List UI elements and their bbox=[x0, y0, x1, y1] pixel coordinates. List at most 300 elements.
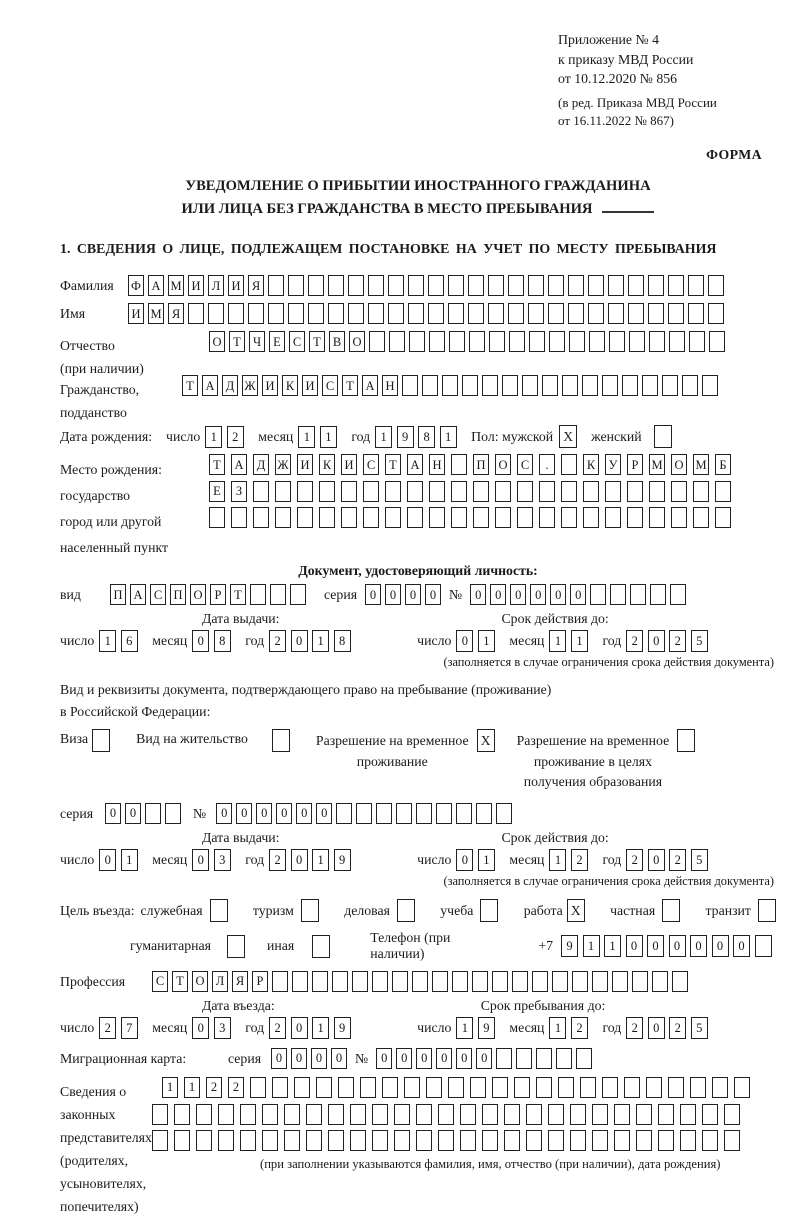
char-cell[interactable]: А bbox=[362, 375, 378, 396]
char-cell[interactable] bbox=[548, 1130, 564, 1151]
char-cell[interactable] bbox=[145, 803, 161, 824]
char-cell[interactable] bbox=[724, 1130, 740, 1151]
char-cell[interactable] bbox=[442, 375, 458, 396]
char-cell[interactable] bbox=[702, 375, 718, 396]
char-cell[interactable] bbox=[363, 481, 379, 502]
char-cell[interactable] bbox=[602, 1077, 618, 1098]
char-cell[interactable] bbox=[468, 303, 484, 324]
char-cell[interactable]: С bbox=[289, 331, 305, 352]
char-cell[interactable] bbox=[253, 481, 269, 502]
char-cell[interactable] bbox=[649, 507, 665, 528]
char-cell[interactable]: О bbox=[495, 454, 511, 475]
char-cell[interactable]: 2 bbox=[99, 1017, 116, 1039]
char-cell[interactable]: Р bbox=[627, 454, 643, 475]
char-cell[interactable] bbox=[372, 1130, 388, 1151]
char-cell[interactable] bbox=[628, 275, 644, 296]
char-cell[interactable] bbox=[708, 275, 724, 296]
char-cell[interactable] bbox=[272, 971, 288, 992]
char-cell[interactable]: П bbox=[170, 584, 186, 605]
char-cell[interactable]: 1 bbox=[312, 849, 329, 871]
char-cell[interactable] bbox=[630, 584, 646, 605]
char-cell[interactable] bbox=[369, 331, 385, 352]
char-cell[interactable]: 0 bbox=[405, 584, 421, 605]
char-cell[interactable]: 0 bbox=[376, 1048, 392, 1069]
char-cell[interactable]: 1 bbox=[478, 849, 495, 871]
char-cell[interactable]: Т bbox=[182, 375, 198, 396]
char-cell[interactable]: 0 bbox=[626, 935, 643, 957]
char-cell[interactable] bbox=[549, 331, 565, 352]
char-cell[interactable]: 1 bbox=[478, 630, 495, 652]
char-cell[interactable] bbox=[671, 507, 687, 528]
char-cell[interactable]: 0 bbox=[456, 1048, 472, 1069]
char-cell[interactable] bbox=[372, 971, 388, 992]
char-cell[interactable]: 8 bbox=[214, 630, 231, 652]
char-cell[interactable]: Р bbox=[252, 971, 268, 992]
char-cell[interactable] bbox=[561, 454, 577, 475]
char-cell[interactable]: 2 bbox=[626, 1017, 643, 1039]
char-cell[interactable]: Т bbox=[309, 331, 325, 352]
char-cell[interactable] bbox=[292, 971, 308, 992]
char-cell[interactable]: 2 bbox=[626, 849, 643, 871]
purpose-work-checkbox[interactable]: X bbox=[567, 899, 585, 922]
char-cell[interactable]: И bbox=[341, 454, 357, 475]
char-cell[interactable]: З bbox=[231, 481, 247, 502]
char-cell[interactable] bbox=[650, 584, 666, 605]
char-cell[interactable]: О bbox=[192, 971, 208, 992]
char-cell[interactable] bbox=[438, 1104, 454, 1125]
char-cell[interactable]: С bbox=[150, 584, 166, 605]
char-cell[interactable] bbox=[592, 971, 608, 992]
char-cell[interactable] bbox=[536, 1048, 552, 1069]
char-cell[interactable] bbox=[668, 275, 684, 296]
char-cell[interactable] bbox=[489, 331, 505, 352]
char-cell[interactable] bbox=[592, 1104, 608, 1125]
char-cell[interactable] bbox=[341, 507, 357, 528]
char-cell[interactable] bbox=[290, 584, 306, 605]
char-cell[interactable] bbox=[708, 303, 724, 324]
char-cell[interactable]: 1 bbox=[205, 426, 222, 448]
char-cell[interactable]: 0 bbox=[276, 803, 292, 824]
char-cell[interactable] bbox=[532, 971, 548, 992]
char-cell[interactable]: Е bbox=[209, 481, 225, 502]
char-cell[interactable]: Л bbox=[212, 971, 228, 992]
char-cell[interactable] bbox=[174, 1104, 190, 1125]
char-cell[interactable] bbox=[360, 1077, 376, 1098]
char-cell[interactable] bbox=[416, 1104, 432, 1125]
purpose-study-checkbox[interactable] bbox=[480, 899, 498, 922]
char-cell[interactable] bbox=[392, 971, 408, 992]
char-cell[interactable] bbox=[404, 1077, 420, 1098]
char-cell[interactable] bbox=[196, 1130, 212, 1151]
char-cell[interactable] bbox=[388, 303, 404, 324]
char-cell[interactable] bbox=[614, 1104, 630, 1125]
char-cell[interactable]: 1 bbox=[604, 935, 621, 957]
char-cell[interactable] bbox=[376, 803, 392, 824]
char-cell[interactable] bbox=[605, 507, 621, 528]
char-cell[interactable]: М bbox=[168, 275, 184, 296]
char-cell[interactable] bbox=[270, 584, 286, 605]
char-cell[interactable] bbox=[652, 971, 668, 992]
char-cell[interactable] bbox=[336, 803, 352, 824]
char-cell[interactable]: 0 bbox=[236, 803, 252, 824]
char-cell[interactable]: 0 bbox=[712, 935, 729, 957]
char-cell[interactable] bbox=[526, 1130, 542, 1151]
char-cell[interactable] bbox=[312, 971, 328, 992]
char-cell[interactable] bbox=[319, 481, 335, 502]
visa-checkbox[interactable] bbox=[92, 729, 110, 752]
char-cell[interactable] bbox=[627, 507, 643, 528]
char-cell[interactable]: 2 bbox=[269, 849, 286, 871]
char-cell[interactable]: 1 bbox=[162, 1077, 178, 1098]
char-cell[interactable]: 2 bbox=[669, 1017, 686, 1039]
char-cell[interactable]: 0 bbox=[192, 630, 209, 652]
char-cell[interactable]: 0 bbox=[192, 849, 209, 871]
char-cell[interactable]: 1 bbox=[440, 426, 457, 448]
char-cell[interactable]: М bbox=[148, 303, 164, 324]
char-cell[interactable]: 2 bbox=[571, 1017, 588, 1039]
char-cell[interactable] bbox=[408, 303, 424, 324]
char-cell[interactable]: 0 bbox=[648, 630, 665, 652]
temp-residence-edu-checkbox[interactable] bbox=[677, 729, 695, 752]
char-cell[interactable]: 5 bbox=[691, 849, 708, 871]
char-cell[interactable]: 2 bbox=[626, 630, 643, 652]
char-cell[interactable] bbox=[648, 303, 664, 324]
sex-female-checkbox[interactable] bbox=[654, 425, 672, 448]
char-cell[interactable]: 0 bbox=[99, 849, 116, 871]
char-cell[interactable] bbox=[482, 375, 498, 396]
char-cell[interactable] bbox=[165, 803, 181, 824]
char-cell[interactable]: 1 bbox=[549, 849, 566, 871]
char-cell[interactable] bbox=[570, 1130, 586, 1151]
char-cell[interactable] bbox=[488, 275, 504, 296]
char-cell[interactable]: 1 bbox=[320, 426, 337, 448]
char-cell[interactable] bbox=[628, 303, 644, 324]
char-cell[interactable]: А bbox=[202, 375, 218, 396]
char-cell[interactable] bbox=[636, 1130, 652, 1151]
char-cell[interactable] bbox=[350, 1130, 366, 1151]
purpose-other-checkbox[interactable] bbox=[312, 935, 330, 958]
char-cell[interactable] bbox=[196, 1104, 212, 1125]
char-cell[interactable]: 0 bbox=[690, 935, 707, 957]
char-cell[interactable]: Р bbox=[210, 584, 226, 605]
char-cell[interactable] bbox=[552, 971, 568, 992]
char-cell[interactable]: 1 bbox=[298, 426, 315, 448]
char-cell[interactable] bbox=[416, 803, 432, 824]
purpose-official-checkbox[interactable] bbox=[210, 899, 228, 922]
char-cell[interactable] bbox=[436, 803, 452, 824]
char-cell[interactable] bbox=[492, 1077, 508, 1098]
char-cell[interactable] bbox=[568, 303, 584, 324]
char-cell[interactable] bbox=[228, 303, 244, 324]
char-cell[interactable] bbox=[688, 275, 704, 296]
char-cell[interactable]: 0 bbox=[648, 849, 665, 871]
temp-residence-checkbox[interactable]: X bbox=[477, 729, 495, 752]
char-cell[interactable]: 0 bbox=[105, 803, 121, 824]
char-cell[interactable] bbox=[452, 971, 468, 992]
char-cell[interactable] bbox=[680, 1130, 696, 1151]
char-cell[interactable] bbox=[319, 507, 335, 528]
char-cell[interactable] bbox=[556, 1048, 572, 1069]
char-cell[interactable] bbox=[516, 1048, 532, 1069]
char-cell[interactable] bbox=[495, 507, 511, 528]
char-cell[interactable] bbox=[512, 971, 528, 992]
char-cell[interactable] bbox=[608, 275, 624, 296]
char-cell[interactable] bbox=[504, 1130, 520, 1151]
purpose-tourism-checkbox[interactable] bbox=[301, 899, 319, 922]
char-cell[interactable] bbox=[669, 331, 685, 352]
char-cell[interactable]: И bbox=[228, 275, 244, 296]
char-cell[interactable]: Я bbox=[168, 303, 184, 324]
char-cell[interactable] bbox=[416, 1130, 432, 1151]
char-cell[interactable]: И bbox=[188, 275, 204, 296]
char-cell[interactable]: Я bbox=[248, 275, 264, 296]
purpose-private-checkbox[interactable] bbox=[662, 899, 680, 922]
char-cell[interactable] bbox=[448, 303, 464, 324]
char-cell[interactable] bbox=[522, 375, 538, 396]
char-cell[interactable]: 8 bbox=[418, 426, 435, 448]
char-cell[interactable]: 9 bbox=[397, 426, 414, 448]
char-cell[interactable] bbox=[526, 1104, 542, 1125]
char-cell[interactable] bbox=[693, 507, 709, 528]
char-cell[interactable]: П bbox=[110, 584, 126, 605]
char-cell[interactable] bbox=[262, 1104, 278, 1125]
char-cell[interactable]: 9 bbox=[334, 849, 351, 871]
char-cell[interactable]: 0 bbox=[647, 935, 664, 957]
char-cell[interactable] bbox=[240, 1104, 256, 1125]
char-cell[interactable] bbox=[589, 331, 605, 352]
char-cell[interactable] bbox=[231, 507, 247, 528]
char-cell[interactable] bbox=[529, 331, 545, 352]
char-cell[interactable]: 0 bbox=[470, 584, 486, 605]
char-cell[interactable]: К bbox=[319, 454, 335, 475]
char-cell[interactable]: 1 bbox=[121, 849, 138, 871]
char-cell[interactable] bbox=[472, 971, 488, 992]
purpose-business-checkbox[interactable] bbox=[397, 899, 415, 922]
char-cell[interactable] bbox=[316, 1077, 332, 1098]
char-cell[interactable]: 2 bbox=[269, 630, 286, 652]
char-cell[interactable]: 9 bbox=[334, 1017, 351, 1039]
char-cell[interactable] bbox=[429, 507, 445, 528]
char-cell[interactable] bbox=[429, 331, 445, 352]
char-cell[interactable] bbox=[152, 1104, 168, 1125]
char-cell[interactable] bbox=[448, 1077, 464, 1098]
char-cell[interactable]: 0 bbox=[476, 1048, 492, 1069]
char-cell[interactable] bbox=[702, 1104, 718, 1125]
char-cell[interactable] bbox=[328, 1130, 344, 1151]
char-cell[interactable] bbox=[352, 971, 368, 992]
char-cell[interactable] bbox=[240, 1130, 256, 1151]
char-cell[interactable]: 0 bbox=[456, 849, 473, 871]
char-cell[interactable]: 0 bbox=[256, 803, 272, 824]
char-cell[interactable]: Т bbox=[385, 454, 401, 475]
char-cell[interactable] bbox=[622, 375, 638, 396]
char-cell[interactable]: 9 bbox=[478, 1017, 495, 1039]
char-cell[interactable] bbox=[509, 331, 525, 352]
char-cell[interactable]: С bbox=[517, 454, 533, 475]
char-cell[interactable] bbox=[308, 303, 324, 324]
char-cell[interactable] bbox=[517, 481, 533, 502]
char-cell[interactable] bbox=[755, 935, 772, 957]
char-cell[interactable] bbox=[428, 275, 444, 296]
char-cell[interactable] bbox=[408, 275, 424, 296]
char-cell[interactable]: С bbox=[152, 971, 168, 992]
char-cell[interactable] bbox=[495, 481, 511, 502]
char-cell[interactable]: А bbox=[130, 584, 146, 605]
char-cell[interactable]: А bbox=[407, 454, 423, 475]
char-cell[interactable]: 5 bbox=[691, 1017, 708, 1039]
char-cell[interactable] bbox=[306, 1130, 322, 1151]
char-cell[interactable] bbox=[504, 1104, 520, 1125]
char-cell[interactable] bbox=[389, 331, 405, 352]
char-cell[interactable]: Т bbox=[342, 375, 358, 396]
char-cell[interactable] bbox=[671, 481, 687, 502]
char-cell[interactable] bbox=[492, 971, 508, 992]
char-cell[interactable] bbox=[368, 275, 384, 296]
char-cell[interactable]: И bbox=[262, 375, 278, 396]
char-cell[interactable]: 0 bbox=[510, 584, 526, 605]
char-cell[interactable]: 7 bbox=[121, 1017, 138, 1039]
char-cell[interactable]: 0 bbox=[192, 1017, 209, 1039]
char-cell[interactable] bbox=[338, 1077, 354, 1098]
char-cell[interactable]: 0 bbox=[570, 584, 586, 605]
char-cell[interactable] bbox=[670, 584, 686, 605]
char-cell[interactable] bbox=[658, 1104, 674, 1125]
char-cell[interactable] bbox=[488, 303, 504, 324]
char-cell[interactable]: 2 bbox=[227, 426, 244, 448]
char-cell[interactable]: 0 bbox=[648, 1017, 665, 1039]
char-cell[interactable] bbox=[462, 375, 478, 396]
char-cell[interactable] bbox=[572, 971, 588, 992]
char-cell[interactable] bbox=[402, 375, 418, 396]
char-cell[interactable] bbox=[682, 375, 698, 396]
char-cell[interactable] bbox=[328, 1104, 344, 1125]
char-cell[interactable] bbox=[709, 331, 725, 352]
char-cell[interactable]: Т bbox=[229, 331, 245, 352]
char-cell[interactable]: 0 bbox=[385, 584, 401, 605]
purpose-transit-checkbox[interactable] bbox=[758, 899, 776, 922]
char-cell[interactable] bbox=[394, 1104, 410, 1125]
char-cell[interactable] bbox=[428, 303, 444, 324]
char-cell[interactable] bbox=[624, 1077, 640, 1098]
char-cell[interactable] bbox=[308, 275, 324, 296]
char-cell[interactable]: К bbox=[282, 375, 298, 396]
char-cell[interactable] bbox=[388, 275, 404, 296]
char-cell[interactable] bbox=[284, 1130, 300, 1151]
char-cell[interactable] bbox=[690, 1077, 706, 1098]
char-cell[interactable] bbox=[583, 507, 599, 528]
char-cell[interactable] bbox=[468, 275, 484, 296]
char-cell[interactable] bbox=[328, 275, 344, 296]
char-cell[interactable] bbox=[528, 303, 544, 324]
char-cell[interactable] bbox=[715, 507, 731, 528]
char-cell[interactable] bbox=[536, 1077, 552, 1098]
char-cell[interactable] bbox=[583, 481, 599, 502]
char-cell[interactable] bbox=[539, 481, 555, 502]
char-cell[interactable]: К bbox=[583, 454, 599, 475]
char-cell[interactable] bbox=[262, 1130, 278, 1151]
char-cell[interactable] bbox=[473, 481, 489, 502]
char-cell[interactable] bbox=[590, 584, 606, 605]
char-cell[interactable] bbox=[208, 303, 224, 324]
char-cell[interactable]: Д bbox=[222, 375, 238, 396]
char-cell[interactable]: Н bbox=[429, 454, 445, 475]
char-cell[interactable]: 2 bbox=[269, 1017, 286, 1039]
char-cell[interactable] bbox=[294, 1077, 310, 1098]
char-cell[interactable]: 0 bbox=[296, 803, 312, 824]
char-cell[interactable] bbox=[517, 507, 533, 528]
char-cell[interactable] bbox=[649, 481, 665, 502]
char-cell[interactable] bbox=[561, 481, 577, 502]
char-cell[interactable] bbox=[614, 1130, 630, 1151]
char-cell[interactable]: 2 bbox=[206, 1077, 222, 1098]
char-cell[interactable] bbox=[568, 275, 584, 296]
char-cell[interactable] bbox=[409, 331, 425, 352]
char-cell[interactable] bbox=[188, 303, 204, 324]
char-cell[interactable] bbox=[473, 507, 489, 528]
char-cell[interactable]: И bbox=[128, 303, 144, 324]
char-cell[interactable] bbox=[209, 507, 225, 528]
char-cell[interactable] bbox=[608, 303, 624, 324]
char-cell[interactable] bbox=[412, 971, 428, 992]
char-cell[interactable] bbox=[396, 803, 412, 824]
char-cell[interactable] bbox=[451, 481, 467, 502]
char-cell[interactable] bbox=[297, 507, 313, 528]
char-cell[interactable] bbox=[612, 971, 628, 992]
char-cell[interactable] bbox=[407, 507, 423, 528]
char-cell[interactable] bbox=[429, 481, 445, 502]
char-cell[interactable]: Е bbox=[269, 331, 285, 352]
char-cell[interactable] bbox=[275, 507, 291, 528]
char-cell[interactable]: Б bbox=[715, 454, 731, 475]
char-cell[interactable] bbox=[348, 303, 364, 324]
char-cell[interactable] bbox=[341, 481, 357, 502]
char-cell[interactable]: Ж bbox=[242, 375, 258, 396]
char-cell[interactable] bbox=[576, 1048, 592, 1069]
char-cell[interactable] bbox=[482, 1130, 498, 1151]
char-cell[interactable] bbox=[470, 1077, 486, 1098]
char-cell[interactable]: Т bbox=[209, 454, 225, 475]
char-cell[interactable] bbox=[332, 971, 348, 992]
char-cell[interactable] bbox=[288, 303, 304, 324]
char-cell[interactable]: 1 bbox=[549, 630, 566, 652]
char-cell[interactable] bbox=[570, 1104, 586, 1125]
char-cell[interactable] bbox=[629, 331, 645, 352]
char-cell[interactable] bbox=[496, 803, 512, 824]
char-cell[interactable]: 0 bbox=[271, 1048, 287, 1069]
char-cell[interactable]: Ж bbox=[275, 454, 291, 475]
char-cell[interactable] bbox=[174, 1130, 190, 1151]
char-cell[interactable] bbox=[646, 1077, 662, 1098]
char-cell[interactable]: П bbox=[473, 454, 489, 475]
char-cell[interactable] bbox=[508, 275, 524, 296]
char-cell[interactable]: 0 bbox=[291, 1048, 307, 1069]
char-cell[interactable] bbox=[592, 1130, 608, 1151]
char-cell[interactable] bbox=[724, 1104, 740, 1125]
char-cell[interactable] bbox=[253, 507, 269, 528]
char-cell[interactable] bbox=[668, 1077, 684, 1098]
char-cell[interactable]: 5 bbox=[691, 630, 708, 652]
char-cell[interactable]: С bbox=[322, 375, 338, 396]
char-cell[interactable]: Т bbox=[172, 971, 188, 992]
char-cell[interactable] bbox=[456, 803, 472, 824]
char-cell[interactable] bbox=[438, 1130, 454, 1151]
char-cell[interactable]: 0 bbox=[733, 935, 750, 957]
char-cell[interactable] bbox=[548, 275, 564, 296]
char-cell[interactable] bbox=[569, 331, 585, 352]
char-cell[interactable]: 8 bbox=[334, 630, 351, 652]
char-cell[interactable]: 1 bbox=[549, 1017, 566, 1039]
char-cell[interactable]: 2 bbox=[669, 630, 686, 652]
